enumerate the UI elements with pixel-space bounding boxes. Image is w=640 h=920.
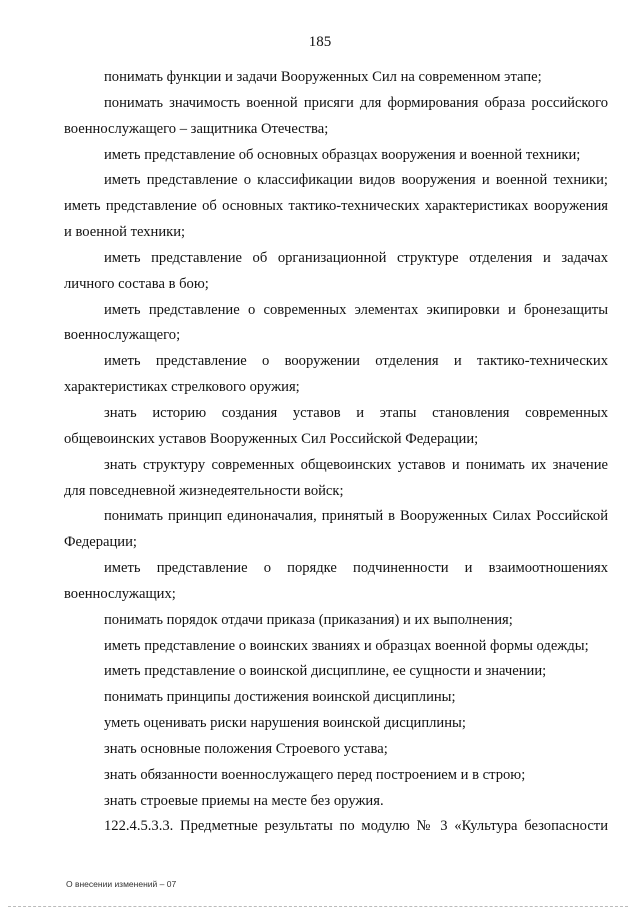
document-body (64, 65, 608, 840)
paragraph: иметь представление об основных образцах вооружения и военной техники; (104, 146, 581, 163)
paragraph: иметь представление о воинской дисциплине, ее сущности и значении; (104, 663, 547, 680)
paragraph: иметь представление о воинских званиях и образцах военной формы одежды; (104, 637, 589, 654)
paragraph: знать структуру современных общевоинских уставов и понимать их значение для повседневной жизнедеятельности войск; (64, 456, 608, 499)
paragraph: иметь представление о классификации видов вооружения и военной техники; иметь представление об основных тактико-технических характеристиках вооружения и военной техники; (64, 172, 608, 241)
paragraph: понимать порядок отдачи приказа (приказания) и их выполнения; (104, 611, 513, 628)
paragraph: понимать принцип единоначалия, принятый в Вооруженных Силах Российской Федерации; (64, 508, 608, 551)
paragraph: иметь представление о порядке подчиненности и взаимоотношениях военнослужащих; (64, 560, 608, 602)
paragraph: знать строевые приемы на месте без оружия. (104, 792, 384, 809)
section-heading-line: 122.4.5.3.3. Предметные результаты по модулю № 3 «Культура безопасности (104, 818, 608, 835)
paragraph: понимать значимость военной присяги для формирования образа российского военнослужащего – защитника Отечества; (64, 94, 608, 137)
paragraph: понимать принципы достижения воинской дисциплины; (104, 689, 456, 706)
page-number: 185 (308, 34, 332, 50)
paragraph: уметь оценивать риски нарушения воинской дисциплины; (104, 715, 466, 732)
paragraph: понимать функции и задачи Вооруженных Сил на современном этапе; (104, 69, 542, 85)
paragraph: знать обязанности военнослужащего перед построением и в строю; (104, 766, 526, 783)
bottom-divider (8, 906, 628, 907)
paragraph: иметь представление об организационной структуре отделения и задачах личного состава в бою; (64, 249, 608, 292)
paragraph: знать историю создания уставов и этапы становления современных общевоинских уставов Вооруженных Сил Российской Федерации; (64, 404, 608, 447)
paragraph: иметь представление о современных элементах экипировки и бронезащиты военнослужащего; (64, 301, 608, 344)
footer-note: О внесении изменений – 07 (66, 879, 177, 889)
paragraph: иметь представление о вооружении отделения и тактико-технических характеристиках стрелкового оружия; (64, 353, 608, 396)
paragraph: знать основные положения Строевого устава; (104, 740, 388, 757)
